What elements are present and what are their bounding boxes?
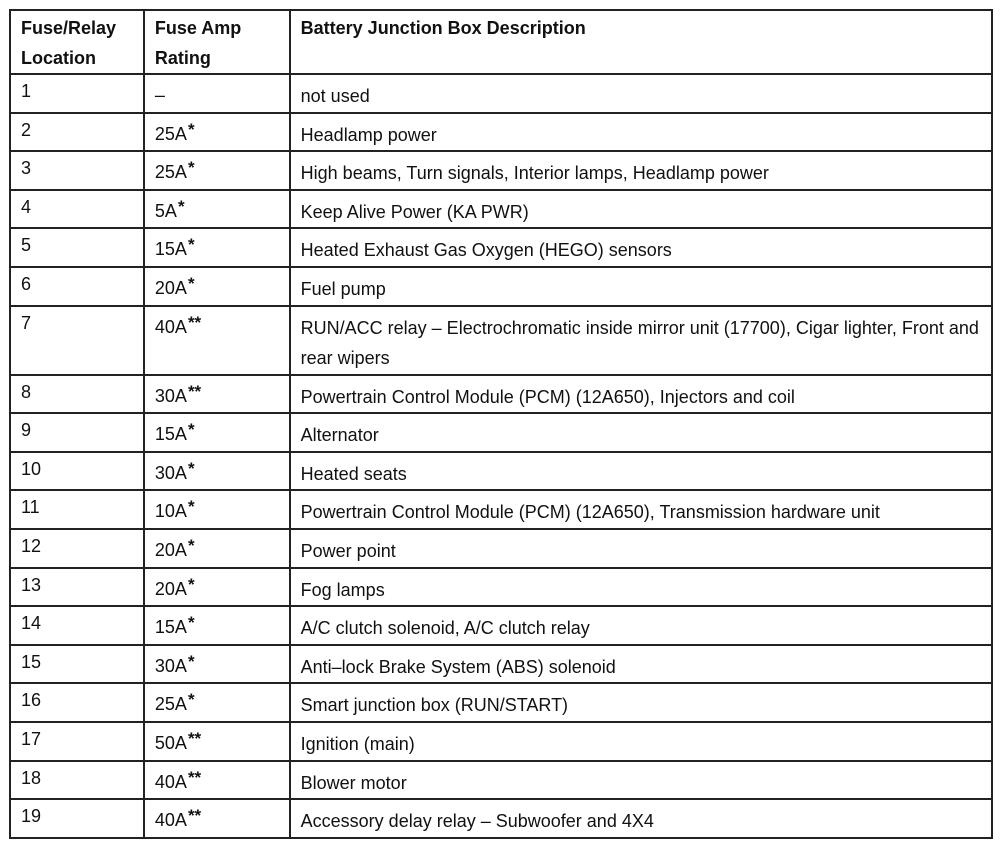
cell-amp-rating	[144, 306, 290, 375]
cell-location: 9	[10, 413, 144, 452]
cell-location: 17	[10, 722, 144, 761]
cell-location: 18	[10, 761, 144, 800]
cell-description: High beams, Turn signals, Interior lamps, Headlamp power	[290, 151, 992, 190]
table-row	[10, 799, 992, 838]
table-row	[10, 413, 992, 452]
cell-amp-rating	[144, 683, 290, 722]
table-row	[10, 683, 992, 722]
cell-amp-rating	[144, 267, 290, 306]
amp-footnote-marker: **	[187, 806, 202, 826]
cell-amp-rating	[144, 113, 290, 152]
amp-value: 50A	[154, 732, 187, 753]
table-row	[10, 267, 992, 306]
cell-amp-rating	[144, 375, 290, 414]
cell-amp-rating	[144, 228, 290, 267]
amp-value: 30A	[154, 462, 187, 483]
cell-location: 5	[10, 228, 144, 267]
table-row	[10, 190, 992, 229]
cell-location: 4	[10, 190, 144, 229]
cell-amp-rating	[144, 452, 290, 491]
header-description: Battery Junction Box Description	[290, 10, 992, 74]
amp-value: 20A	[154, 539, 187, 560]
table-row	[10, 375, 992, 414]
cell-location: 15	[10, 645, 144, 684]
cell-description: A/C clutch solenoid, A/C clutch relay	[290, 606, 992, 645]
cell-amp-rating	[144, 722, 290, 761]
cell-amp-rating	[144, 645, 290, 684]
amp-value: 25A	[154, 162, 187, 183]
table-row	[10, 306, 992, 375]
cell-description: Heated seats	[290, 452, 992, 491]
amp-footnote-marker: *	[187, 420, 195, 440]
table-row	[10, 761, 992, 800]
cell-location: 1	[10, 74, 144, 113]
table-row	[10, 228, 992, 267]
cell-description: Fog lamps	[290, 568, 992, 607]
cell-description: Fuel pump	[290, 267, 992, 306]
table-row	[10, 490, 992, 529]
amp-footnote-marker: *	[187, 119, 195, 139]
amp-footnote-marker: *	[187, 651, 195, 671]
cell-description: Keep Alive Power (KA PWR)	[290, 190, 992, 229]
amp-footnote-marker: *	[187, 613, 195, 633]
amp-footnote-marker: *	[187, 690, 195, 710]
amp-value: 20A	[154, 277, 187, 298]
amp-value: 30A	[154, 655, 187, 676]
cell-location: 3	[10, 151, 144, 190]
table-row	[10, 452, 992, 491]
amp-footnote-marker: *	[187, 497, 195, 517]
table-row	[10, 151, 992, 190]
table-row	[10, 529, 992, 568]
cell-location: 13	[10, 568, 144, 607]
cell-description: Power point	[290, 529, 992, 568]
cell-amp-rating	[144, 74, 290, 113]
table-row	[10, 645, 992, 684]
cell-description: Anti–lock Brake System (ABS) solenoid	[290, 645, 992, 684]
cell-description: Headlamp power	[290, 113, 992, 152]
cell-location: 2	[10, 113, 144, 152]
cell-location: 8	[10, 375, 144, 414]
amp-value: 10A	[154, 501, 187, 522]
cell-description: Blower motor	[290, 761, 992, 800]
cell-amp-rating	[144, 151, 290, 190]
cell-amp-rating	[144, 190, 290, 229]
table-row	[10, 722, 992, 761]
cell-description: Alternator	[290, 413, 992, 452]
cell-location: 6	[10, 267, 144, 306]
cell-location: 19	[10, 799, 144, 838]
amp-footnote-marker: *	[187, 158, 195, 178]
amp-value: 40A	[154, 810, 187, 831]
cell-description: Powertrain Control Module (PCM) (12A650), Injectors and coil	[290, 375, 992, 414]
amp-footnote-marker: **	[187, 767, 202, 787]
amp-footnote-marker: *	[187, 535, 195, 555]
cell-location: 7	[10, 306, 144, 375]
table-row	[10, 113, 992, 152]
cell-amp-rating	[144, 799, 290, 838]
cell-description: Ignition (main)	[290, 722, 992, 761]
cell-description: Smart junction box (RUN/START)	[290, 683, 992, 722]
fuse-table	[9, 9, 993, 839]
cell-description: Heated Exhaust Gas Oxygen (HEGO) sensors	[290, 228, 992, 267]
amp-footnote-marker: *	[187, 458, 195, 478]
amp-footnote-marker: *	[187, 574, 195, 594]
amp-value: 15A	[154, 424, 187, 445]
cell-description: Accessory delay relay – Subwoofer and 4X4	[290, 799, 992, 838]
amp-value: 40A	[154, 316, 187, 337]
cell-amp-rating	[144, 606, 290, 645]
header-rating: Fuse Amp Rating	[144, 10, 290, 74]
table-row	[10, 606, 992, 645]
amp-footnote-marker: *	[187, 273, 195, 293]
amp-value: 20A	[154, 578, 187, 599]
amp-value: –	[154, 85, 165, 105]
cell-amp-rating	[144, 413, 290, 452]
table-header-row	[10, 10, 992, 74]
amp-footnote-marker: **	[187, 381, 202, 401]
amp-value: 30A	[154, 385, 187, 406]
table-row	[10, 568, 992, 607]
amp-value: 15A	[154, 617, 187, 638]
cell-location: 14	[10, 606, 144, 645]
amp-footnote-marker: **	[187, 728, 202, 748]
cell-amp-rating	[144, 761, 290, 800]
header-location: Fuse/Relay Location	[10, 10, 144, 74]
amp-footnote-marker: **	[187, 312, 202, 332]
cell-amp-rating	[144, 568, 290, 607]
cell-location: 10	[10, 452, 144, 491]
cell-description: Powertrain Control Module (PCM) (12A650), Transmission hardware unit	[290, 490, 992, 529]
cell-location: 11	[10, 490, 144, 529]
amp-value: 5A	[154, 200, 177, 221]
amp-value: 40A	[154, 771, 187, 792]
amp-value: 25A	[154, 694, 187, 715]
cell-location: 12	[10, 529, 144, 568]
cell-amp-rating	[144, 529, 290, 568]
amp-footnote-marker: *	[187, 235, 195, 255]
amp-footnote-marker: *	[177, 196, 185, 216]
table-row	[10, 74, 992, 113]
amp-value: 25A	[154, 123, 187, 144]
cell-description: RUN/ACC relay – Electrochromatic inside mirror unit (17700), Cigar lighter, Front and rear wipers	[290, 306, 992, 375]
cell-location: 16	[10, 683, 144, 722]
cell-description: not used	[290, 74, 992, 113]
cell-amp-rating	[144, 490, 290, 529]
amp-value: 15A	[154, 239, 187, 260]
